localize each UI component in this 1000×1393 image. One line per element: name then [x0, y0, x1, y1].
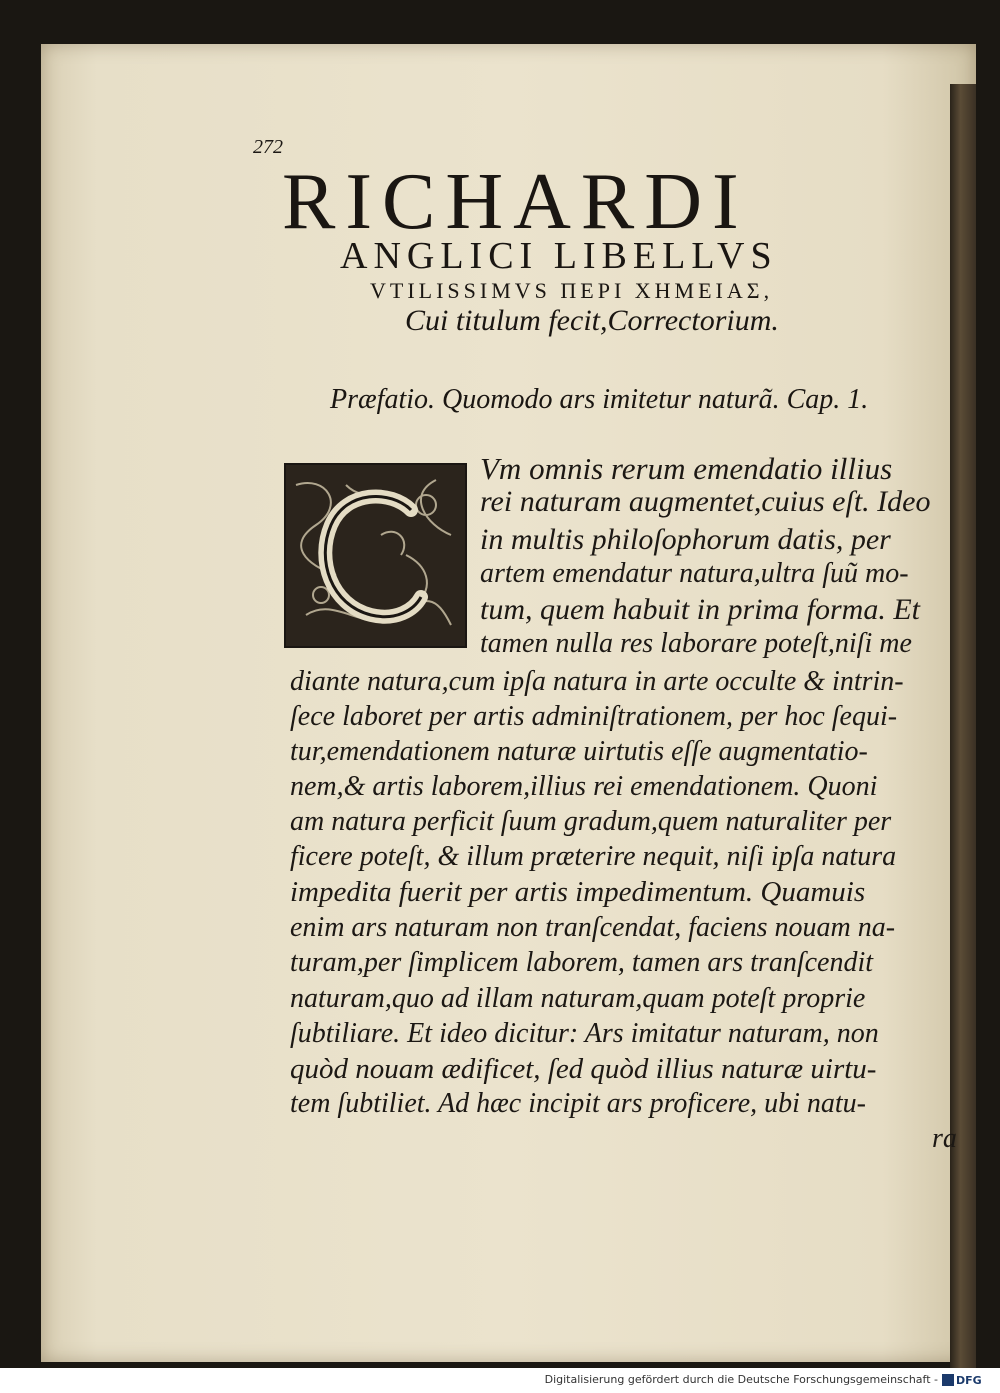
body-line: rei naturam augmentet,cuius eſt. Ideo: [480, 485, 931, 518]
dfg-mark-icon: [942, 1374, 954, 1386]
page-number: 272: [253, 136, 283, 158]
decorated-initial-c-icon: [284, 463, 467, 648]
body-line: naturam,quo ad illam naturam,quam poteſt proprie: [290, 983, 866, 1014]
chapter-heading: Præfatio. Quomodo ars imitetur naturã. Cap. 1.: [330, 384, 869, 415]
body-line: tum, quem habuit in prima forma. Et: [480, 593, 920, 626]
dfg-logo: [942, 1372, 994, 1388]
title-correctorium: Cui titulum fecit,Correctorium.: [405, 304, 779, 337]
body-line: ſece laboret per artis adminiſtrationem, per hoc ſequi-: [290, 701, 898, 732]
body-line: am natura perficit ſuum gradum,quem naturaliter per: [290, 806, 892, 837]
title-anglici-libellus: ANGLICI LIBELLVS: [340, 235, 778, 277]
body-line: in multis philoſophorum datis, per: [480, 523, 891, 556]
body-line: Vm omnis rerum emendatio illius: [480, 451, 893, 486]
body-line: diante natura,cum ipſa natura in arte occulte & intrin-: [290, 666, 904, 697]
body-line: ficere poteſt, & illum præterire nequit, niſi ipſa natura: [290, 841, 897, 872]
body-line: quòd nouam ædificet, ſed quòd illius naturæ uirtu-: [290, 1053, 877, 1085]
body-line: tur,emendationem naturæ uirtutis eſſe augmentatio-: [290, 736, 868, 767]
body-line: ſubtiliare. Et ideo dicitur: Ars imitatur naturam, non: [290, 1018, 879, 1049]
page-edge-shadow: [950, 84, 976, 1374]
body-line: artem emendatur natura,ultra ſuũ mo-: [480, 558, 909, 589]
title-utilissimus: VTILISSIMVS ΠΕΡΙ ΧΗΜΕΙΑΣ,: [370, 278, 774, 303]
title-richardi: RICHARDI: [282, 158, 749, 246]
body-line: tem ſubtiliet. Ad hæc incipit ars proficere, ubi natu-: [290, 1088, 867, 1119]
body-line: turam,per ſimplicem laborem, tamen ars tranſcendit: [290, 947, 874, 978]
body-line: tamen nulla res laborare poteſt,niſi me: [480, 628, 912, 659]
dfg-logo-text: DFG: [956, 1373, 982, 1387]
footer-credit: Digitalisierung gefördert durch die Deutsche Forschungsgemeinschaft -: [544, 1373, 938, 1386]
body-line: enim ars naturam non tranſcendat, faciens nouam na-: [290, 912, 896, 943]
body-line: impedita fuerit per artis impedimentum. Quamuis: [290, 876, 866, 908]
footer-bar: [0, 1368, 1000, 1393]
catchword: ra: [932, 1123, 957, 1154]
body-line: nem,& artis laborem,illius rei emendationem. Quoni: [290, 771, 878, 802]
